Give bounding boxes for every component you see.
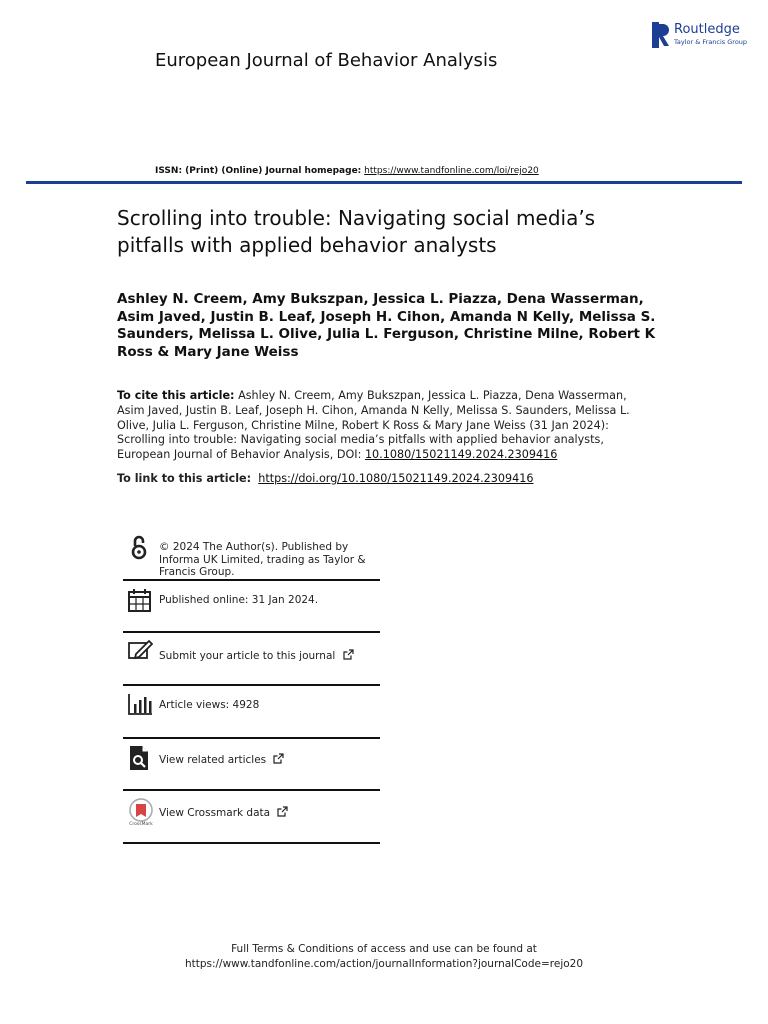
footer-terms-link[interactable]: https://www.tandfonline.com/action/journalInformation?journalCode=rejo20 — [184, 958, 584, 970]
cite-text: Ashley N. Creem, Amy Bukszpan, Jessica L. Piazza, Dena Wasserman, Asim Javed, Justin B. Leaf, Joseph H. Cihon, Amanda N Kelly, Melissa S. Saunders, Melissa L. Olive, Julia L. Ferguson, Christine Milne, Robert K Ross & Mary Jane Weiss (31 Jan 2024): Scrolling into trouble: Navigating social media’s pitfalls with applied behavior analysts, European Journal of Behavior Analysis, DOI: — [117, 389, 630, 462]
crossmark-row[interactable] — [123, 796, 380, 840]
calendar-icon — [127, 587, 153, 613]
crossmark-link[interactable]: View Crossmark data — [159, 807, 271, 819]
divider — [123, 789, 380, 791]
citation-block — [117, 389, 657, 463]
article-link-block — [117, 472, 677, 485]
bar-chart-icon — [127, 692, 153, 718]
published-row — [123, 585, 380, 629]
article-title: Scrolling into trouble: Navigating social media’s pitfalls with applied behavior analysts — [117, 206, 596, 257]
open-access-text: © 2024 The Author(s). Published by Informa UK Limited, trading as Taylor & Francis Group. — [159, 541, 366, 578]
journal-name: European Journal of Behavior Analysis — [155, 50, 498, 71]
open-access-row — [123, 535, 380, 579]
issn-label: ISSN: (Print) (Online) Journal homepage: — [155, 166, 362, 176]
related-row[interactable] — [123, 743, 380, 787]
external-link-icon — [273, 753, 284, 764]
published-text: Published online: 31 Jan 2024. — [159, 594, 319, 606]
divider — [123, 737, 380, 739]
related-articles-link[interactable]: View related articles — [159, 754, 267, 766]
crossmark-icon-label: CrossMark — [129, 822, 153, 827]
article-doi-link[interactable]: https://doi.org/10.1080/15021149.2024.2309416 — [258, 472, 534, 485]
submit-row[interactable] — [123, 638, 380, 682]
divider — [123, 684, 380, 686]
link-label: To link to this article: — [117, 472, 252, 485]
views-row — [123, 690, 380, 734]
open-access-icon — [127, 535, 153, 561]
cite-label: To cite this article: — [117, 389, 235, 402]
journal-homepage-link[interactable]: https://www.tandfonline.com/loi/rejo20 — [364, 166, 539, 176]
submit-article-link[interactable]: Submit your article to this journal — [159, 650, 336, 662]
cite-doi-link[interactable]: 10.1080/15021149.2024.2309416 — [364, 448, 558, 462]
footer-terms — [0, 942, 768, 972]
article-views-text: Article views: 4928 — [159, 699, 260, 711]
edit-icon — [127, 638, 153, 664]
divider — [123, 579, 380, 581]
external-link-icon — [343, 649, 354, 660]
article-authors: Ashley N. Creem, Amy Bukszpan, Jessica L. Piazza, Dena Wasserman, Asim Javed, Justin B. Leaf, Joseph H. Cihon, Amanda N Kelly, Melissa S. Saunders, Melissa L. Olive, Julia L. Ferguson, Christine Milne, Robert K Ross & Mary Jane Weiss — [117, 291, 656, 360]
logo-subtitle: Taylor & Francis Group — [674, 38, 748, 46]
logo-name: Routledge — [674, 22, 740, 37]
routledge-logo-icon — [652, 22, 670, 48]
external-link-icon — [277, 806, 288, 817]
search-document-icon — [127, 745, 153, 771]
crossmark-icon — [127, 798, 155, 830]
publisher-logo[interactable] — [652, 22, 752, 50]
issn-line — [155, 166, 539, 176]
header-divider — [26, 181, 742, 184]
divider — [123, 631, 380, 633]
footer-line-1: Full Terms & Conditions of access and use can be found at — [231, 943, 537, 955]
divider — [123, 842, 380, 844]
